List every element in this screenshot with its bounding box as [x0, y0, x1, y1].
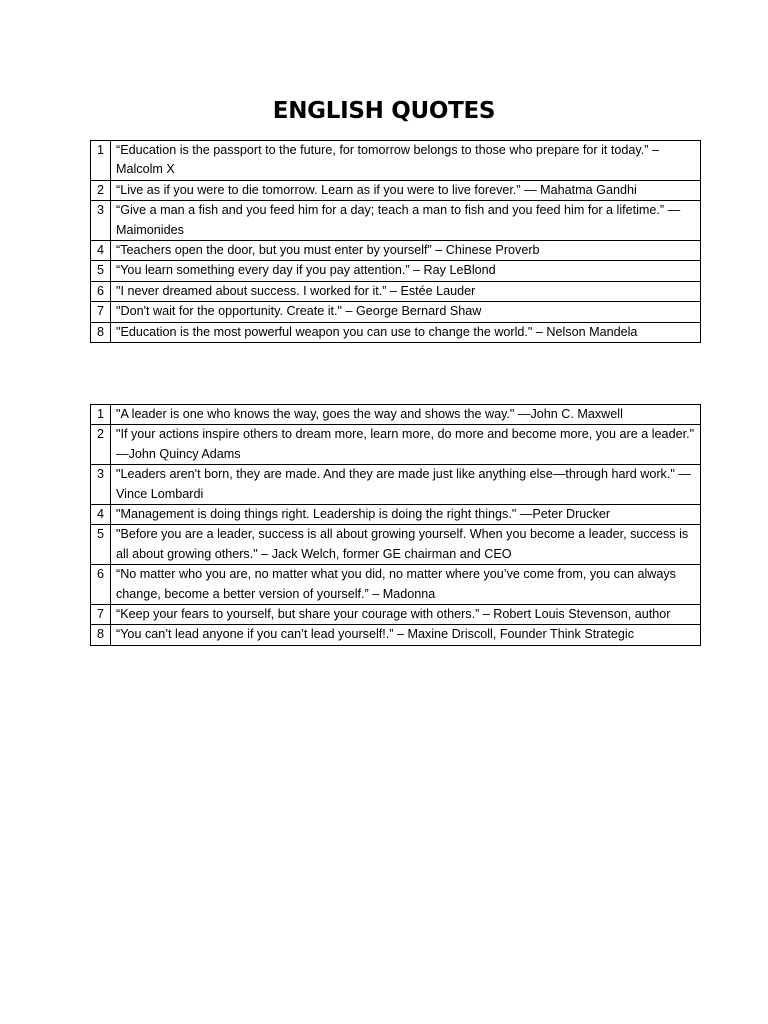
quote-text: “No matter who you are, no matter what you did, no matter where you’ve come from, you can always change, become a better version of yourself.” – Madonna — [111, 565, 701, 605]
quote-text: "Leaders aren't born, they are made. And they are made just like anything else—through hard work." —Vince Lombardi — [111, 465, 701, 505]
table-row — [91, 241, 701, 261]
table-row — [91, 322, 701, 342]
row-number: 8 — [91, 322, 111, 342]
row-number: 4 — [91, 505, 111, 525]
education-quotes-table — [90, 140, 701, 343]
row-number: 6 — [91, 281, 111, 301]
quote-text: "A leader is one who knows the way, goes the way and shows the way." —John C. Maxwell — [111, 405, 701, 425]
row-number: 5 — [91, 261, 111, 281]
table-row — [91, 302, 701, 322]
quote-text: “Keep your fears to yourself, but share your courage with others.” – Robert Louis Stevenson, author — [111, 605, 701, 625]
quote-text: “Give a man a fish and you feed him for a day; teach a man to fish and you feed him for a lifetime.” —Maimonides — [111, 201, 701, 241]
row-number: 1 — [91, 405, 111, 425]
table-row — [91, 261, 701, 281]
quote-text: “Education is the passport to the future, for tomorrow belongs to those who prepare for it today.” – Malcolm X — [111, 141, 701, 181]
table-row — [91, 605, 701, 625]
quote-text: "I never dreamed about success. I worked for it.” – Estée Lauder — [111, 281, 701, 301]
table-row — [91, 405, 701, 425]
table-row — [91, 180, 701, 200]
row-number: 3 — [91, 201, 111, 241]
table-row — [91, 201, 701, 241]
row-number: 6 — [91, 565, 111, 605]
table-row — [91, 625, 701, 645]
table-row — [91, 505, 701, 525]
quote-text: "Before you are a leader, success is all about growing yourself. When you become a leader, success is all about growing others." – Jack Welch, former GE chairman and CEO — [111, 525, 701, 565]
row-number: 8 — [91, 625, 111, 645]
row-number: 2 — [91, 180, 111, 200]
quote-text: “Teachers open the door, but you must enter by yourself” – Chinese Proverb — [111, 241, 701, 261]
row-number: 3 — [91, 465, 111, 505]
quote-text: "Management is doing things right. Leadership is doing the right things." —Peter Drucker — [111, 505, 701, 525]
quote-text: “Live as if you were to die tomorrow. Learn as if you were to live forever.” — Mahatma Gandhi — [111, 180, 701, 200]
row-number: 4 — [91, 241, 111, 261]
page-title: ENGLISH QUOTES — [272, 98, 496, 124]
row-number: 2 — [91, 425, 111, 465]
quote-text: “You learn something every day if you pay attention.” – Ray LeBlond — [111, 261, 701, 281]
table-row — [91, 425, 701, 465]
quote-text: “You can’t lead anyone if you can’t lead yourself!.” – Maxine Driscoll, Founder Think Strategic — [111, 625, 701, 645]
row-number: 7 — [91, 605, 111, 625]
table-row — [91, 565, 701, 605]
quote-text: "Don't wait for the opportunity. Create it." – George Bernard Shaw — [111, 302, 701, 322]
leadership-quotes-table — [90, 404, 701, 646]
row-number: 1 — [91, 141, 111, 181]
table-row — [91, 141, 701, 181]
table-row — [91, 465, 701, 505]
quote-text: "Education is the most powerful weapon you can use to change the world." – Nelson Mandela — [111, 322, 701, 342]
row-number: 5 — [91, 525, 111, 565]
quote-text: "If your actions inspire others to dream more, learn more, do more and become more, you are a leader." —John Quincy Adams — [111, 425, 701, 465]
row-number: 7 — [91, 302, 111, 322]
table-row — [91, 525, 701, 565]
table-row — [91, 281, 701, 301]
